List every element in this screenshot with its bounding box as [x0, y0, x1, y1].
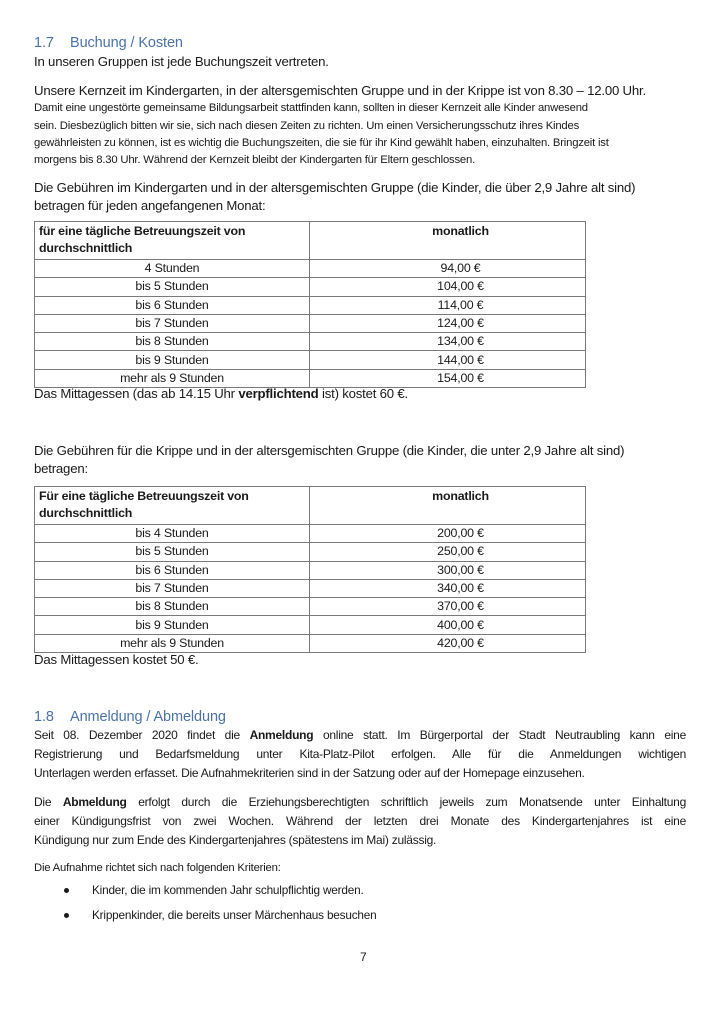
fee-cell: 114,00 € [310, 296, 586, 314]
section-title: Buchung / Kosten [70, 35, 183, 51]
header-monthly: monatlich [310, 222, 586, 260]
care-time-cell: bis 9 Stunden [35, 616, 310, 634]
fee-cell: 134,00 € [310, 333, 586, 351]
paragraph-text-bold: Abmeldung [62, 795, 127, 809]
care-time-cell: bis 5 Stunden [35, 543, 310, 561]
kindergarten-fees-intro: Die Gebühren im Kindergarten und in der altersgemischten Gruppe (die Kinder, die über 2,9 Jahre alt sind) [34, 180, 636, 195]
abmeldung-paragraph-line [34, 795, 686, 809]
care-time-cell: bis 6 Stunden [35, 296, 310, 314]
care-time-cell: bis 8 Stunden [35, 598, 310, 616]
criteria-intro: Die Aufnahme richtet sich nach folgenden Kriterien: [34, 862, 281, 874]
lunch-text-bold: verpflichtend [238, 386, 319, 401]
care-time-cell: bis 7 Stunden [35, 579, 310, 597]
fee-cell: 200,00 € [310, 525, 586, 543]
fee-cell: 94,00 € [310, 260, 586, 278]
paragraph-text: online statt. Im Bürgerportal der Stadt Neutraubling kann eine [313, 728, 687, 742]
paragraph-text: Seit 08. Dezember 2020 findet die [34, 728, 250, 742]
abmeldung-paragraph-line: Kündigung nur zum Ende des Kindergartenjahres (spätestens im Mai) zulässig. [34, 833, 437, 847]
table-row [35, 278, 586, 296]
table-row [35, 369, 586, 387]
anmeldung-paragraph-line [34, 728, 686, 742]
fee-cell: 340,00 € [310, 579, 586, 597]
care-time-cell: bis 9 Stunden [35, 351, 310, 369]
kernzeit-detail-line: gewährleisten zu können, ist es wichtig die Buchungszeiten, die sie für ihr Kind gewählt haben, einzuhalten. Bringzeit ist [34, 137, 609, 149]
table-row [35, 351, 586, 369]
header-text: für eine tägliche Betreuungszeit von [39, 224, 246, 238]
kindergarten-fees-intro: betragen für jeden angefangenen Monat: [34, 198, 266, 213]
kernzeit-detail-line: Damit eine ungestörte gemeinsame Bildungsarbeit stattfinden kann, sollten in dieser Kernzeit alle Kinder anwesend [34, 102, 588, 114]
header-care-time [35, 487, 310, 525]
header-text: durchschnittlich [39, 241, 133, 255]
header-monthly: monatlich [310, 487, 586, 525]
table-header-row [35, 222, 586, 260]
table-row [35, 616, 586, 634]
table-header-row [35, 487, 586, 525]
table-row [35, 296, 586, 314]
care-time-cell: bis 4 Stunden [35, 525, 310, 543]
fee-cell: 400,00 € [310, 616, 586, 634]
kernzeit-paragraph: Unsere Kernzeit im Kindergarten, in der altersgemischten Gruppe und in der Krippe ist von 8.30 – 12.00 Uhr. [34, 83, 646, 98]
kernzeit-detail-line: sein. Diesbezüglich bitten wir sie, sich nach diesen Zeiten zu richten. Um einen Versicherungsschutz ihres Kindes [34, 120, 580, 132]
table-row [35, 543, 586, 561]
table-row [35, 260, 586, 278]
section-number: 1.8 [34, 709, 54, 725]
table-row [35, 561, 586, 579]
table-row [35, 314, 586, 332]
page-number: 7 [360, 950, 367, 964]
fee-cell: 104,00 € [310, 278, 586, 296]
section-heading-1-7 [34, 35, 183, 51]
care-time-cell: bis 5 Stunden [35, 278, 310, 296]
krippe-fees-intro: Die Gebühren für die Krippe und in der altersgemischten Gruppe (die Kinder, die unter 2,9 Jahre alt sind) [34, 443, 625, 458]
care-time-cell: 4 Stunden [35, 260, 310, 278]
header-text: durchschnittlich [39, 506, 133, 520]
fee-cell: 154,00 € [310, 369, 586, 387]
krippe-fees-intro: betragen: [34, 461, 88, 476]
krippe-fees-table [34, 486, 586, 653]
kernzeit-detail-line: morgens bis 8.30 Uhr. Während der Kernzeit bleibt der Kindergarten für Eltern geschlossen. [34, 154, 476, 166]
care-time-cell: mehr als 9 Stunden [35, 369, 310, 387]
fee-cell: 370,00 € [310, 598, 586, 616]
krippe-lunch-note: Das Mittagessen kostet 50 €. [34, 652, 199, 667]
fee-cell: 250,00 € [310, 543, 586, 561]
care-time-cell: bis 7 Stunden [35, 314, 310, 332]
anmeldung-paragraph-line: Registrierung und Bedarfsmeldung unter Kita-Platz-Pilot erfolgen. Alle für die Anmeldungen wichtigen [34, 747, 686, 761]
paragraph-text: erfolgt durch die Erziehungsberechtigten schriftlich jeweils zum Monatsende unter Einhaltung [126, 795, 687, 809]
intro-paragraph: In unseren Gruppen ist jede Buchungszeit vertreten. [34, 54, 329, 69]
anmeldung-paragraph-line: Unterlagen werden erfasset. Die Aufnahmekriterien sind in der Satzung oder auf der Homepage einzusehen. [34, 766, 585, 780]
care-time-cell: mehr als 9 Stunden [35, 634, 310, 652]
section-title: Anmeldung / Abmeldung [70, 709, 226, 725]
care-time-cell: bis 8 Stunden [35, 333, 310, 351]
header-care-time [35, 222, 310, 260]
list-item-text: Kinder, die im kommenden Jahr schulpflichtig werden. [92, 883, 364, 897]
kindergarten-fees-table [34, 221, 586, 388]
fee-cell: 300,00 € [310, 561, 586, 579]
table-row [35, 598, 586, 616]
section-heading-1-8 [34, 709, 226, 725]
fee-cell: 420,00 € [310, 634, 586, 652]
kindergarten-lunch-note [34, 386, 408, 401]
abmeldung-paragraph-line: einer Kündigungsfrist von zwei Wochen. Während der letzten drei Monate des Kindergartenjahres ist eine [34, 814, 686, 828]
bullet-icon [64, 913, 69, 918]
lunch-text: ist) kostet 60 €. [318, 386, 409, 401]
lunch-text: Das Mittagessen (das ab 14.15 Uhr [34, 386, 239, 401]
table-row [35, 634, 586, 652]
bullet-icon [64, 888, 69, 893]
table-row [35, 333, 586, 351]
care-time-cell: bis 6 Stunden [35, 561, 310, 579]
header-text: Für eine tägliche Betreuungszeit von [39, 489, 249, 503]
fee-cell: 124,00 € [310, 314, 586, 332]
paragraph-text: Die [34, 795, 63, 809]
section-number: 1.7 [34, 35, 54, 51]
list-item-text: Krippenkinder, die bereits unser Märchenhaus besuchen [92, 908, 377, 922]
table-row [35, 525, 586, 543]
paragraph-text-bold: Anmeldung [249, 728, 314, 742]
fee-cell: 144,00 € [310, 351, 586, 369]
table-row [35, 579, 586, 597]
